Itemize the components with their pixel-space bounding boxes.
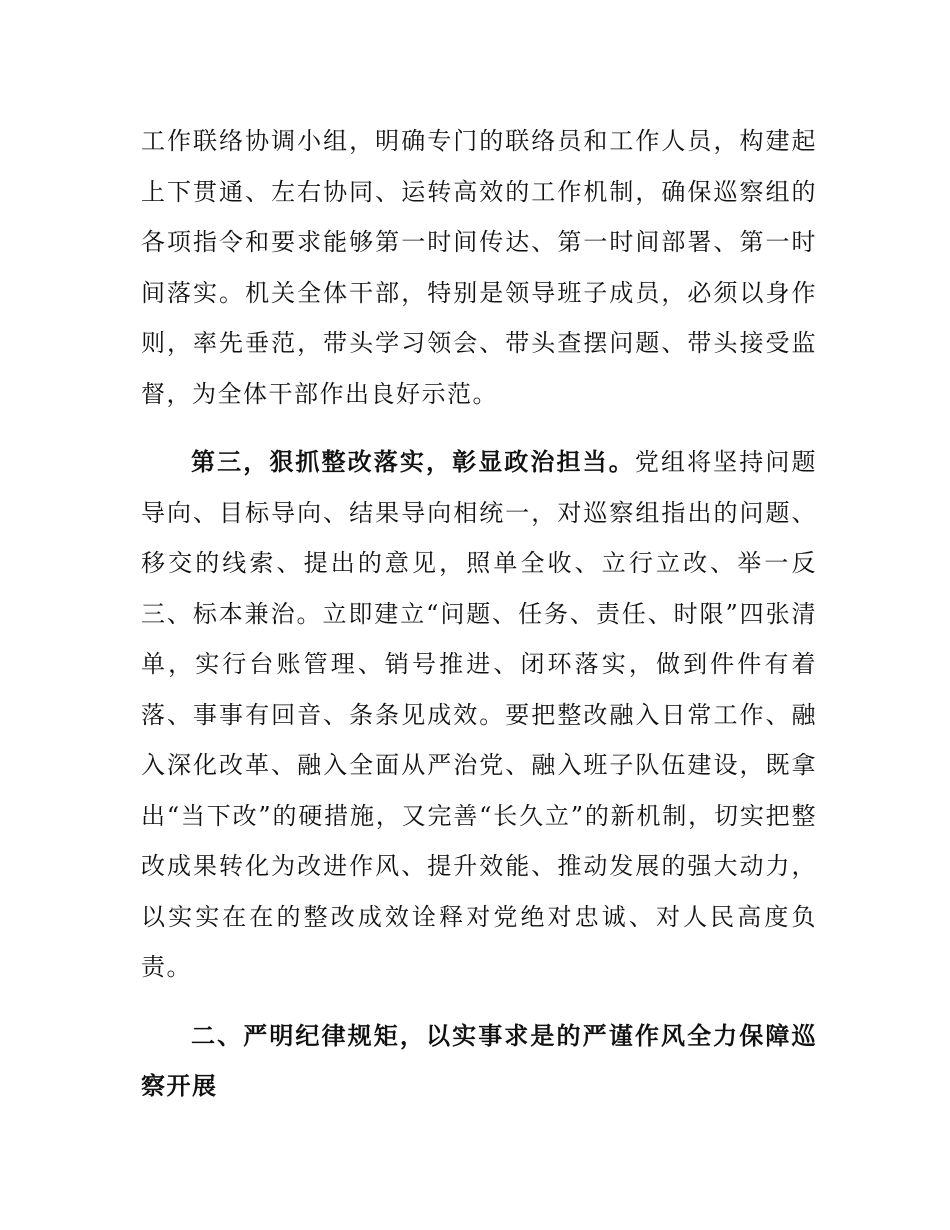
paragraph-body-text: 党组将坚持问题导向、目标导向、结果导向相统一，对巡察组指出的问题、移交的线索、提出的意见，照单全收、立行立改、举一反三、标本兼治。立即建立“问题、任务、责任、时限”四张清单，实行台账管理、销号推进、闭环落实，做到件件有着落、事事有回音、条条见成效。要把整改融入日常工作、融入深化改革、融入全面从严治党、融入班子队伍建设，既拿出“当下改”的硬措施，又完善“长久立”的新机制，切实把整改成果转化为改进作风、提升效能、推动发展的强大动力，以实实在在的整改成效诠释对党绝对忠诚、对人民高度负责。 bbox=[141, 448, 818, 981]
paragraph-spacer bbox=[141, 419, 817, 437]
paragraph-rectification bbox=[141, 437, 817, 993]
paragraph-spacer bbox=[141, 993, 817, 1011]
section-heading-two: 二、严明纪律规矩，以实事求是的严谨作风全力保障巡察开展 bbox=[141, 1021, 817, 1100]
document-body bbox=[141, 116, 817, 1112]
paragraph-working-mechanism: 工作联络协调小组，明确专门的联络员和工作人员，构建起上下贯通、左右协同、运转高效的工作机制，确保巡察组的各项指令和要求能够第一时间传达、第一时间部署、第一时间落实。机关全体干部，特别是领导班子成员，必须以身作则，率先垂范，带头学习领会、带头查摆问题、带头接受监督，为全体干部作出良好示范。 bbox=[141, 127, 817, 408]
paragraph-lead-bold: 第三，狠抓整改落实，彰显政治担当。 bbox=[191, 448, 635, 476]
